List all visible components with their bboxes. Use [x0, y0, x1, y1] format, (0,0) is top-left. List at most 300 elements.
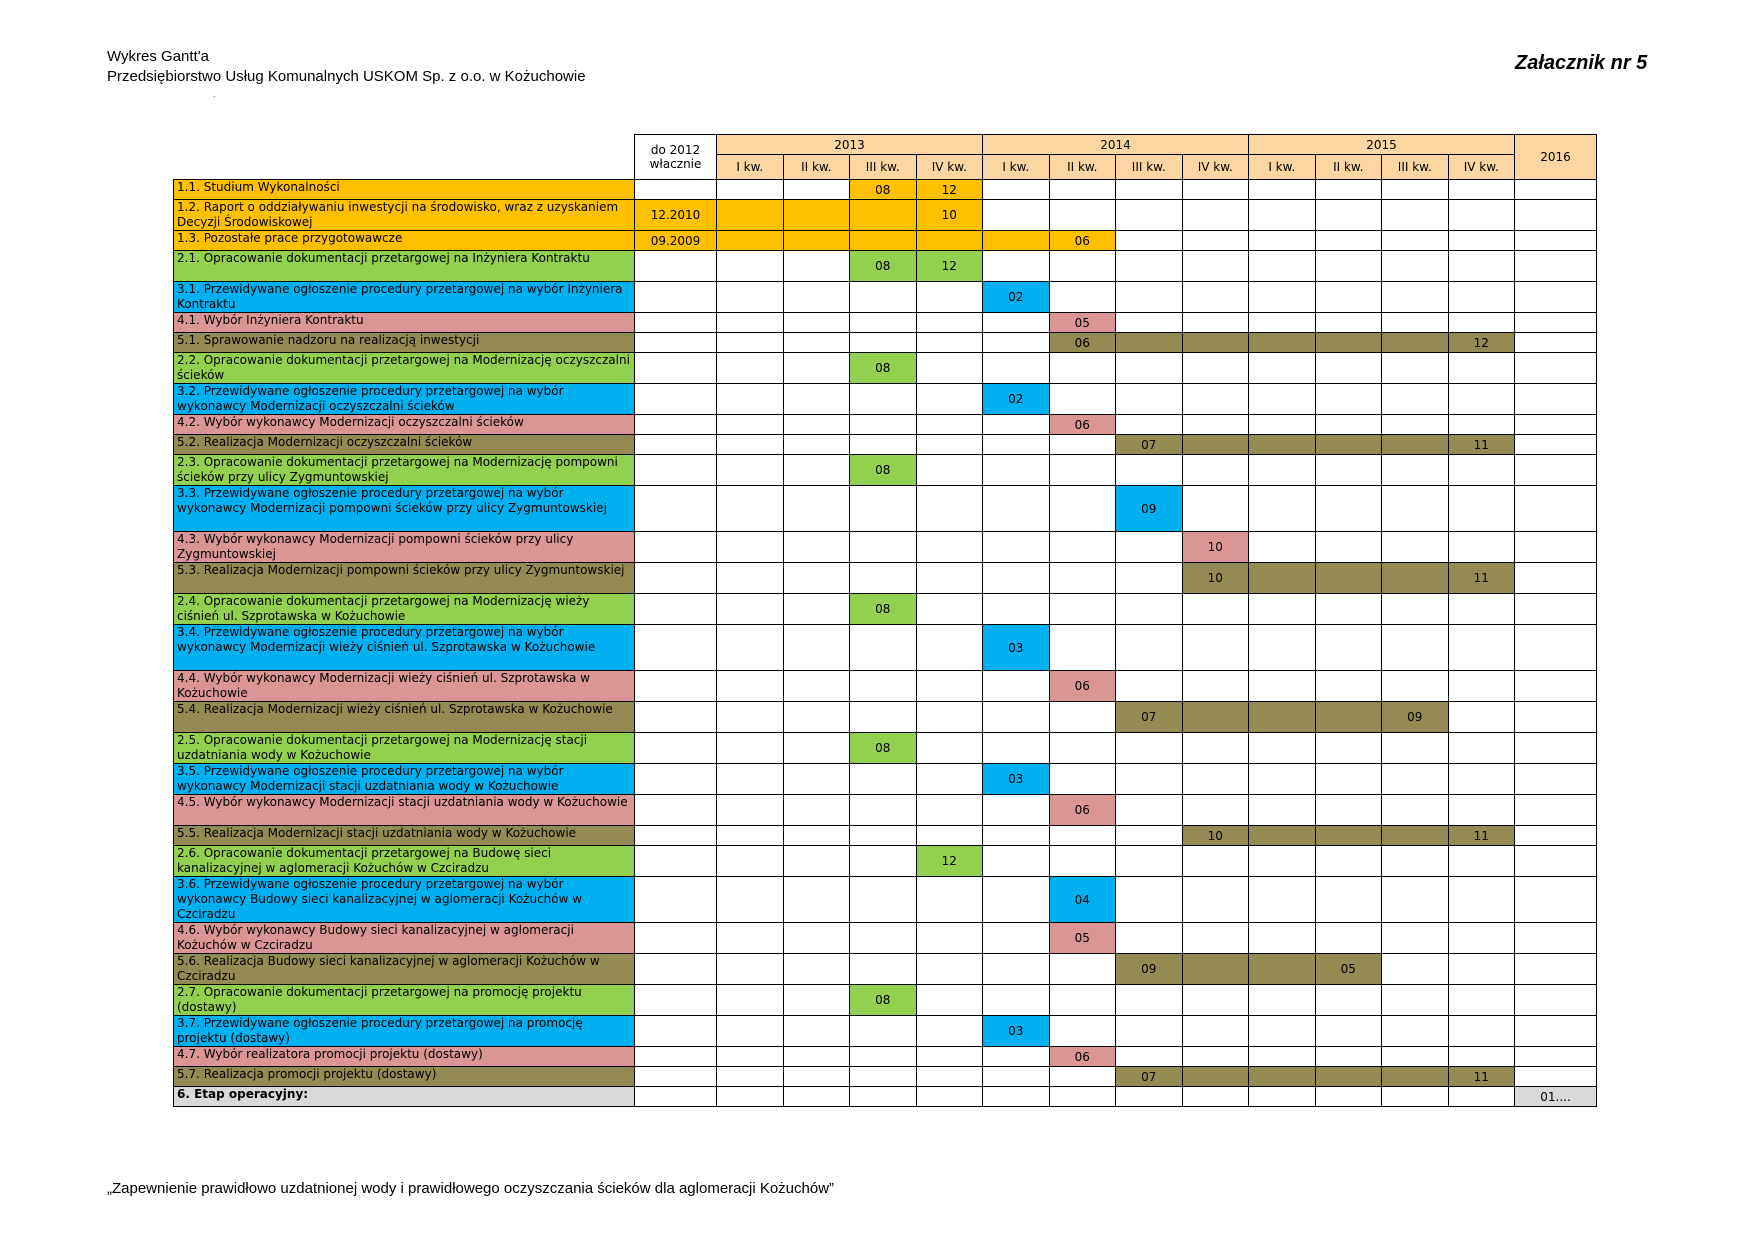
- gantt-empty-cell: [1115, 624, 1183, 671]
- gantt-date-mark: 12: [941, 259, 957, 273]
- task-label-text: 5.6. Realizacja Budowy sieci kanalizacyjnej w aglomeracji Kożuchów w Czciradzu: [177, 954, 600, 983]
- gantt-empty-cell: [634, 1015, 717, 1047]
- gantt-empty-cell: [1115, 876, 1183, 923]
- gantt-bar-cell: [1115, 434, 1183, 455]
- task-label-text: 1.3. Pozostałe prace przygotowawcze: [177, 231, 403, 245]
- gantt-empty-cell: [716, 624, 784, 671]
- gantt-empty-cell: [1514, 825, 1597, 846]
- gantt-empty-cell: [1315, 199, 1383, 231]
- gantt-empty-cell: [716, 984, 784, 1016]
- task-label: [173, 984, 635, 1016]
- gantt-empty-cell: [716, 250, 784, 282]
- gantt-empty-cell: [982, 922, 1050, 954]
- gantt-date-mark: 06: [1074, 417, 1090, 432]
- gantt-empty-cell: [1315, 763, 1383, 795]
- gantt-bar-cell: [1182, 332, 1250, 353]
- gantt-empty-cell: [1514, 1066, 1597, 1087]
- gantt-empty-cell: [916, 1066, 984, 1087]
- gantt-empty-cell: [634, 1086, 717, 1107]
- gantt-empty-cell: [783, 825, 851, 846]
- gantt-empty-cell: [849, 531, 917, 563]
- gantt-empty-cell: [1448, 1046, 1516, 1067]
- gantt-empty-cell: [1049, 1086, 1117, 1107]
- gantt-empty-cell: [1381, 179, 1449, 200]
- task-label-text: 3.4. Przewidywane ogłoszenie procedury przetargowej na wybór wykonawcy Modernizacji wieży ciśnień ul. Szprotawska w Kożuchowie: [177, 625, 596, 654]
- gantt-empty-cell: [1448, 1015, 1516, 1047]
- gantt-empty-cell: [1448, 199, 1516, 231]
- gantt-bar-cell: [634, 230, 717, 251]
- gantt-empty-cell: [1514, 984, 1597, 1016]
- gantt-bar-cell: [1248, 1066, 1316, 1087]
- quarter-header: [1182, 154, 1250, 180]
- gantt-bar-cell: [1381, 332, 1449, 353]
- gantt-empty-cell: [634, 876, 717, 923]
- gantt-empty-cell: [1448, 876, 1516, 923]
- quarter-label: III kw.: [1131, 160, 1166, 174]
- gantt-empty-cell: [1448, 312, 1516, 333]
- gantt-empty-cell: [634, 562, 717, 594]
- gantt-empty-cell: [783, 250, 851, 282]
- gantt-empty-cell: [1248, 230, 1316, 251]
- gantt-empty-cell: [982, 845, 1050, 877]
- task-label-text: 6. Etap operacyjny:: [177, 1087, 309, 1101]
- gantt-empty-cell: [634, 1066, 717, 1087]
- gantt-empty-cell: [982, 179, 1050, 200]
- gantt-bar-cell: [916, 199, 984, 231]
- gantt-empty-cell: [1315, 984, 1383, 1016]
- gantt-empty-cell: [916, 593, 984, 625]
- gantt-date-mark: 08: [875, 602, 891, 616]
- gantt-bar-cell: [716, 230, 784, 251]
- gantt-empty-cell: [634, 383, 717, 415]
- gantt-empty-cell: [1049, 485, 1117, 532]
- gantt-bar-cell: [916, 179, 984, 200]
- task-label-text: 2.7. Opracowanie dokumentacji przetargowej na promocję projektu (dostawy): [177, 985, 582, 1014]
- gantt-date-mark: 10: [1207, 571, 1223, 585]
- gantt-empty-cell: [1514, 922, 1597, 954]
- gantt-empty-cell: [1115, 763, 1183, 795]
- task-label-text: 5.4. Realizacja Modernizacji wieży ciśnień ul. Szprotawska w Kożuchowie: [177, 702, 613, 716]
- gantt-empty-cell: [1248, 312, 1316, 333]
- gantt-empty-cell: [783, 1066, 851, 1087]
- gantt-empty-cell: [1248, 593, 1316, 625]
- gantt-empty-cell: [849, 383, 917, 415]
- gantt-date-mark: 05: [1074, 931, 1090, 945]
- gantt-bar-cell: [1049, 332, 1117, 353]
- gantt-empty-cell: [1115, 825, 1183, 846]
- gantt-empty-cell: [1248, 414, 1316, 435]
- gantt-bar-cell: [849, 199, 917, 231]
- gantt-date-mark: 08: [875, 361, 891, 375]
- gantt-empty-cell: [916, 763, 984, 795]
- gantt-empty-cell: [1381, 199, 1449, 231]
- gantt-empty-cell: [916, 825, 984, 846]
- gantt-empty-cell: [916, 312, 984, 333]
- gantt-empty-cell: [1381, 414, 1449, 435]
- quarter-label: II kw.: [801, 160, 832, 174]
- gantt-empty-cell: [849, 763, 917, 795]
- gantt-empty-cell: [1514, 281, 1597, 313]
- quarter-label: I kw.: [736, 160, 764, 174]
- gantt-empty-cell: [1182, 624, 1250, 671]
- gantt-empty-cell: [1381, 281, 1449, 313]
- gantt-empty-cell: [916, 794, 984, 826]
- gantt-empty-cell: [1514, 1046, 1597, 1067]
- gantt-empty-cell: [1448, 670, 1516, 702]
- gantt-empty-cell: [1115, 1015, 1183, 1047]
- task-label: [173, 624, 635, 671]
- gantt-bar-cell: [1381, 562, 1449, 594]
- gantt-empty-cell: [1514, 199, 1597, 231]
- gantt-empty-cell: [1248, 281, 1316, 313]
- task-label: [173, 383, 635, 415]
- gantt-empty-cell: [1049, 383, 1117, 415]
- gantt-empty-cell: [1115, 281, 1183, 313]
- gantt-empty-cell: [849, 332, 917, 353]
- gantt-empty-cell: [1248, 1086, 1316, 1107]
- gantt-bar-cell: [1049, 312, 1117, 333]
- gantt-empty-cell: [783, 1086, 851, 1107]
- gantt-bar-cell: [1049, 1046, 1117, 1067]
- gantt-empty-cell: [849, 485, 917, 532]
- gantt-empty-cell: [716, 332, 784, 353]
- gantt-empty-cell: [1514, 485, 1597, 532]
- gantt-empty-cell: [1182, 383, 1250, 415]
- gantt-empty-cell: [1049, 984, 1117, 1016]
- gantt-empty-cell: [1315, 383, 1383, 415]
- task-label-text: 3.1. Przewidywane ogłoszenie procedury przetargowej na wybór Inżyniera Kontraktu: [177, 282, 623, 311]
- gantt-empty-cell: [1115, 922, 1183, 954]
- gantt-bar-cell: [849, 593, 917, 625]
- gantt-empty-cell: [982, 352, 1050, 384]
- gantt-empty-cell: [634, 732, 717, 764]
- year-label: 2016: [1540, 150, 1571, 164]
- gantt-bar-cell: [916, 250, 984, 282]
- gantt-empty-cell: [716, 794, 784, 826]
- gantt-bar-cell: [1182, 701, 1250, 733]
- gantt-empty-cell: [1049, 845, 1117, 877]
- gantt-empty-cell: [916, 984, 984, 1016]
- gantt-empty-cell: [634, 485, 717, 532]
- quarter-header: [1315, 154, 1383, 180]
- quarter-label: IV kw.: [1197, 160, 1233, 174]
- gantt-date-mark: 04: [1074, 892, 1090, 907]
- gantt-empty-cell: [1248, 199, 1316, 231]
- gantt-empty-cell: [1182, 670, 1250, 702]
- gantt-date-mark: 12.2010: [650, 208, 701, 222]
- task-label: [173, 794, 635, 826]
- gantt-empty-cell: [849, 312, 917, 333]
- gantt-bar-cell: [849, 230, 917, 251]
- gantt-empty-cell: [783, 593, 851, 625]
- gantt-date-mark: 03: [1008, 640, 1024, 655]
- gantt-date-mark: 07: [1141, 710, 1157, 724]
- gantt-date-mark: 11: [1473, 1069, 1489, 1084]
- gantt-empty-cell: [1448, 701, 1516, 733]
- quarter-label: III kw.: [865, 160, 900, 174]
- gantt-empty-cell: [1381, 383, 1449, 415]
- gantt-date-mark: 11: [1473, 828, 1489, 843]
- gantt-empty-cell: [916, 383, 984, 415]
- gantt-empty-cell: [1315, 352, 1383, 384]
- gantt-empty-cell: [634, 1046, 717, 1067]
- gantt-empty-cell: [1182, 593, 1250, 625]
- gantt-empty-cell: [1248, 670, 1316, 702]
- gantt-empty-cell: [1182, 454, 1250, 486]
- gantt-empty-cell: [1514, 179, 1597, 200]
- period-pre-line2: włacznie: [649, 157, 702, 171]
- gantt-empty-cell: [849, 953, 917, 985]
- gantt-bar-cell: [634, 199, 717, 231]
- gantt-empty-cell: [982, 953, 1050, 985]
- gantt-empty-cell: [849, 1015, 917, 1047]
- task-label: [173, 434, 635, 455]
- quarter-label: II kw.: [1333, 160, 1364, 174]
- gantt-empty-cell: [1514, 845, 1597, 877]
- gantt-date-mark: 03: [1008, 772, 1024, 786]
- gantt-empty-cell: [1315, 281, 1383, 313]
- gantt-empty-cell: [1248, 984, 1316, 1016]
- gantt-empty-cell: [1381, 230, 1449, 251]
- task-label: [173, 593, 635, 625]
- gantt-empty-cell: [783, 624, 851, 671]
- year-header-2013: [716, 134, 983, 155]
- gantt-empty-cell: [1514, 454, 1597, 486]
- gantt-empty-cell: [716, 876, 784, 923]
- quarter-label: I kw.: [1268, 160, 1296, 174]
- gantt-bar-cell: [849, 179, 917, 200]
- quarter-header: [783, 154, 851, 180]
- task-label-text: 4.3. Wybór wykonawcy Modernizacji pompowni ścieków przy ulicy Zygmuntowskiej: [177, 532, 574, 561]
- gantt-empty-cell: [1182, 732, 1250, 764]
- gantt-empty-cell: [1115, 531, 1183, 563]
- gantt-empty-cell: [1049, 953, 1117, 985]
- gantt-empty-cell: [1182, 414, 1250, 435]
- gantt-empty-cell: [916, 454, 984, 486]
- gantt-empty-cell: [1381, 794, 1449, 826]
- task-label-text: 2.1. Opracowanie dokumentacji przetargowej na Inżyniera Kontraktu: [177, 251, 590, 265]
- gantt-empty-cell: [1315, 1015, 1383, 1047]
- gantt-bar-cell: [1315, 701, 1383, 733]
- gantt-empty-cell: [716, 434, 784, 455]
- gantt-bar-cell: [716, 199, 784, 231]
- gantt-empty-cell: [783, 732, 851, 764]
- gantt-empty-cell: [1182, 312, 1250, 333]
- gantt-bar-cell: [1248, 701, 1316, 733]
- gantt-empty-cell: [1514, 701, 1597, 733]
- gantt-empty-cell: [1049, 199, 1117, 231]
- gantt-empty-cell: [634, 593, 717, 625]
- gantt-date-mark: 06: [1074, 1049, 1090, 1064]
- gantt-empty-cell: [1315, 179, 1383, 200]
- gantt-date-mark: 08: [875, 259, 891, 273]
- year-label: 2014: [1100, 137, 1131, 152]
- gantt-bar-cell: [1049, 230, 1117, 251]
- gantt-empty-cell: [1315, 1086, 1383, 1107]
- gantt-empty-cell: [783, 281, 851, 313]
- gantt-date-mark: 09.2009: [650, 233, 701, 248]
- gantt-empty-cell: [1514, 352, 1597, 384]
- gantt-empty-cell: [982, 312, 1050, 333]
- gantt-empty-cell: [1448, 179, 1516, 200]
- gantt-bar-cell: [1049, 670, 1117, 702]
- gantt-empty-cell: [634, 953, 717, 985]
- task-label-text: 4.1. Wybór Inżyniera Kontraktu: [177, 313, 364, 327]
- quarter-header: [1115, 154, 1183, 180]
- gantt-bar-cell: [916, 845, 984, 877]
- gantt-empty-cell: [1248, 876, 1316, 923]
- gantt-empty-cell: [1115, 312, 1183, 333]
- gantt-empty-cell: [783, 876, 851, 923]
- gantt-empty-cell: [1448, 984, 1516, 1016]
- task-label: [173, 701, 635, 733]
- gantt-empty-cell: [716, 562, 784, 594]
- gantt-empty-cell: [1115, 1086, 1183, 1107]
- gantt-bar-cell: [1448, 434, 1516, 455]
- gantt-empty-cell: [916, 1015, 984, 1047]
- task-label-text: 5.2. Realizacja Modernizacji oczyszczalni ścieków: [177, 435, 473, 449]
- gantt-empty-cell: [1049, 1015, 1117, 1047]
- gantt-empty-cell: [783, 485, 851, 532]
- gantt-bar-cell: [1315, 332, 1383, 353]
- gantt-empty-cell: [783, 922, 851, 954]
- gantt-empty-cell: [982, 414, 1050, 435]
- gantt-empty-cell: [982, 454, 1050, 486]
- gantt-empty-cell: [716, 1046, 784, 1067]
- task-label-text: 5.3. Realizacja Modernizacji pompowni ścieków przy ulicy Zygmuntowskiej: [177, 563, 625, 577]
- gantt-empty-cell: [1448, 281, 1516, 313]
- gantt-empty-cell: [982, 1046, 1050, 1067]
- gantt-empty-cell: [1381, 876, 1449, 923]
- gantt-empty-cell: [1381, 250, 1449, 282]
- gantt-empty-cell: [1115, 1046, 1183, 1067]
- quarter-label: I kw.: [1002, 160, 1030, 174]
- gantt-empty-cell: [849, 281, 917, 313]
- gantt-bar-cell: [1049, 876, 1117, 923]
- gantt-bar-cell: [1115, 332, 1183, 353]
- gantt-empty-cell: [1248, 845, 1316, 877]
- document-title: Wykres Gantt'a: [107, 48, 209, 65]
- gantt-empty-cell: [1448, 845, 1516, 877]
- gantt-empty-cell: [1514, 794, 1597, 826]
- year-label: 2013: [834, 137, 865, 152]
- gantt-empty-cell: [634, 984, 717, 1016]
- gantt-bar-cell: [783, 230, 851, 251]
- gantt-date-mark: 08: [875, 463, 891, 477]
- gantt-empty-cell: [634, 414, 717, 435]
- gantt-empty-cell: [1381, 1015, 1449, 1047]
- quarter-header: [1049, 154, 1117, 180]
- gantt-empty-cell: [1315, 414, 1383, 435]
- quarter-label: II kw.: [1067, 160, 1098, 174]
- gantt-bar-cell: [1381, 825, 1449, 846]
- gantt-empty-cell: [1115, 250, 1183, 282]
- gantt-empty-cell: [916, 434, 984, 455]
- gantt-empty-cell: [634, 179, 717, 200]
- gantt-bar-cell: [849, 352, 917, 384]
- gantt-empty-cell: [916, 1086, 984, 1107]
- gantt-empty-cell: [1381, 763, 1449, 795]
- gantt-date-mark: 07: [1141, 437, 1157, 452]
- task-label: [173, 281, 635, 313]
- task-label: [173, 562, 635, 594]
- gantt-empty-cell: [1049, 531, 1117, 563]
- gantt-empty-cell: [1049, 624, 1117, 671]
- task-label: [173, 230, 635, 251]
- gantt-empty-cell: [1115, 732, 1183, 764]
- task-label-text: 4.7. Wybór realizatora promocji projektu (dostawy): [177, 1047, 483, 1061]
- gantt-empty-cell: [1514, 434, 1597, 455]
- quarter-header: [982, 154, 1050, 180]
- gantt-empty-cell: [783, 1046, 851, 1067]
- gantt-empty-cell: [716, 1066, 784, 1087]
- gantt-bar-cell: [1248, 332, 1316, 353]
- gantt-empty-cell: [716, 922, 784, 954]
- gantt-date-mark: 03: [1008, 1024, 1024, 1038]
- quarter-label: IV kw.: [931, 160, 967, 174]
- gantt-empty-cell: [1248, 485, 1316, 532]
- gantt-empty-cell: [1315, 732, 1383, 764]
- gantt-empty-cell: [982, 593, 1050, 625]
- gantt-empty-cell: [1049, 352, 1117, 384]
- gantt-empty-cell: [1182, 984, 1250, 1016]
- task-label: [173, 732, 635, 764]
- gantt-empty-cell: [916, 352, 984, 384]
- task-label: [173, 1066, 635, 1087]
- gantt-bar-cell: [1448, 825, 1516, 846]
- gantt-empty-cell: [916, 701, 984, 733]
- task-label-text: 5.7. Realizacja promocji projektu (dostawy): [177, 1067, 437, 1081]
- gantt-empty-cell: [982, 984, 1050, 1016]
- gantt-empty-cell: [716, 763, 784, 795]
- gantt-empty-cell: [1115, 670, 1183, 702]
- gantt-empty-cell: [783, 414, 851, 435]
- gantt-empty-cell: [1182, 281, 1250, 313]
- gantt-empty-cell: [1448, 454, 1516, 486]
- gantt-empty-cell: [1049, 454, 1117, 486]
- task-label: [173, 199, 635, 231]
- task-label: [173, 953, 635, 985]
- task-label: [173, 312, 635, 333]
- gantt-empty-cell: [783, 845, 851, 877]
- gantt-empty-cell: [1182, 845, 1250, 877]
- gantt-empty-cell: [1248, 794, 1316, 826]
- gantt-empty-cell: [982, 434, 1050, 455]
- gantt-empty-cell: [1448, 624, 1516, 671]
- gantt-empty-cell: [1514, 531, 1597, 563]
- gantt-bar-cell: [1514, 1086, 1597, 1107]
- gantt-empty-cell: [1514, 593, 1597, 625]
- gantt-empty-cell: [1514, 230, 1597, 251]
- year-header-2015: [1248, 134, 1515, 155]
- gantt-empty-cell: [982, 1066, 1050, 1087]
- gantt-empty-cell: [634, 332, 717, 353]
- gantt-empty-cell: [1115, 845, 1183, 877]
- gantt-bar-cell: [1115, 701, 1183, 733]
- gantt-date-mark: 12: [1473, 335, 1489, 350]
- gantt-empty-cell: [1115, 454, 1183, 486]
- task-label-text: 4.4. Wybór wykonawcy Modernizacji wieży ciśnień ul. Szprotawska w Kożuchowie: [177, 671, 590, 700]
- task-label: [173, 1046, 635, 1067]
- gantt-date-mark: 02: [1008, 290, 1024, 304]
- task-label-text: 4.5. Wybór wykonawcy Modernizacji stacji uzdatniania wody w Kożuchowie: [177, 795, 628, 809]
- gantt-empty-cell: [1514, 763, 1597, 795]
- gantt-empty-cell: [916, 732, 984, 764]
- gantt-bar-cell: [849, 250, 917, 282]
- gantt-empty-cell: [716, 281, 784, 313]
- gantt-empty-cell: [1315, 670, 1383, 702]
- gantt-empty-cell: [634, 250, 717, 282]
